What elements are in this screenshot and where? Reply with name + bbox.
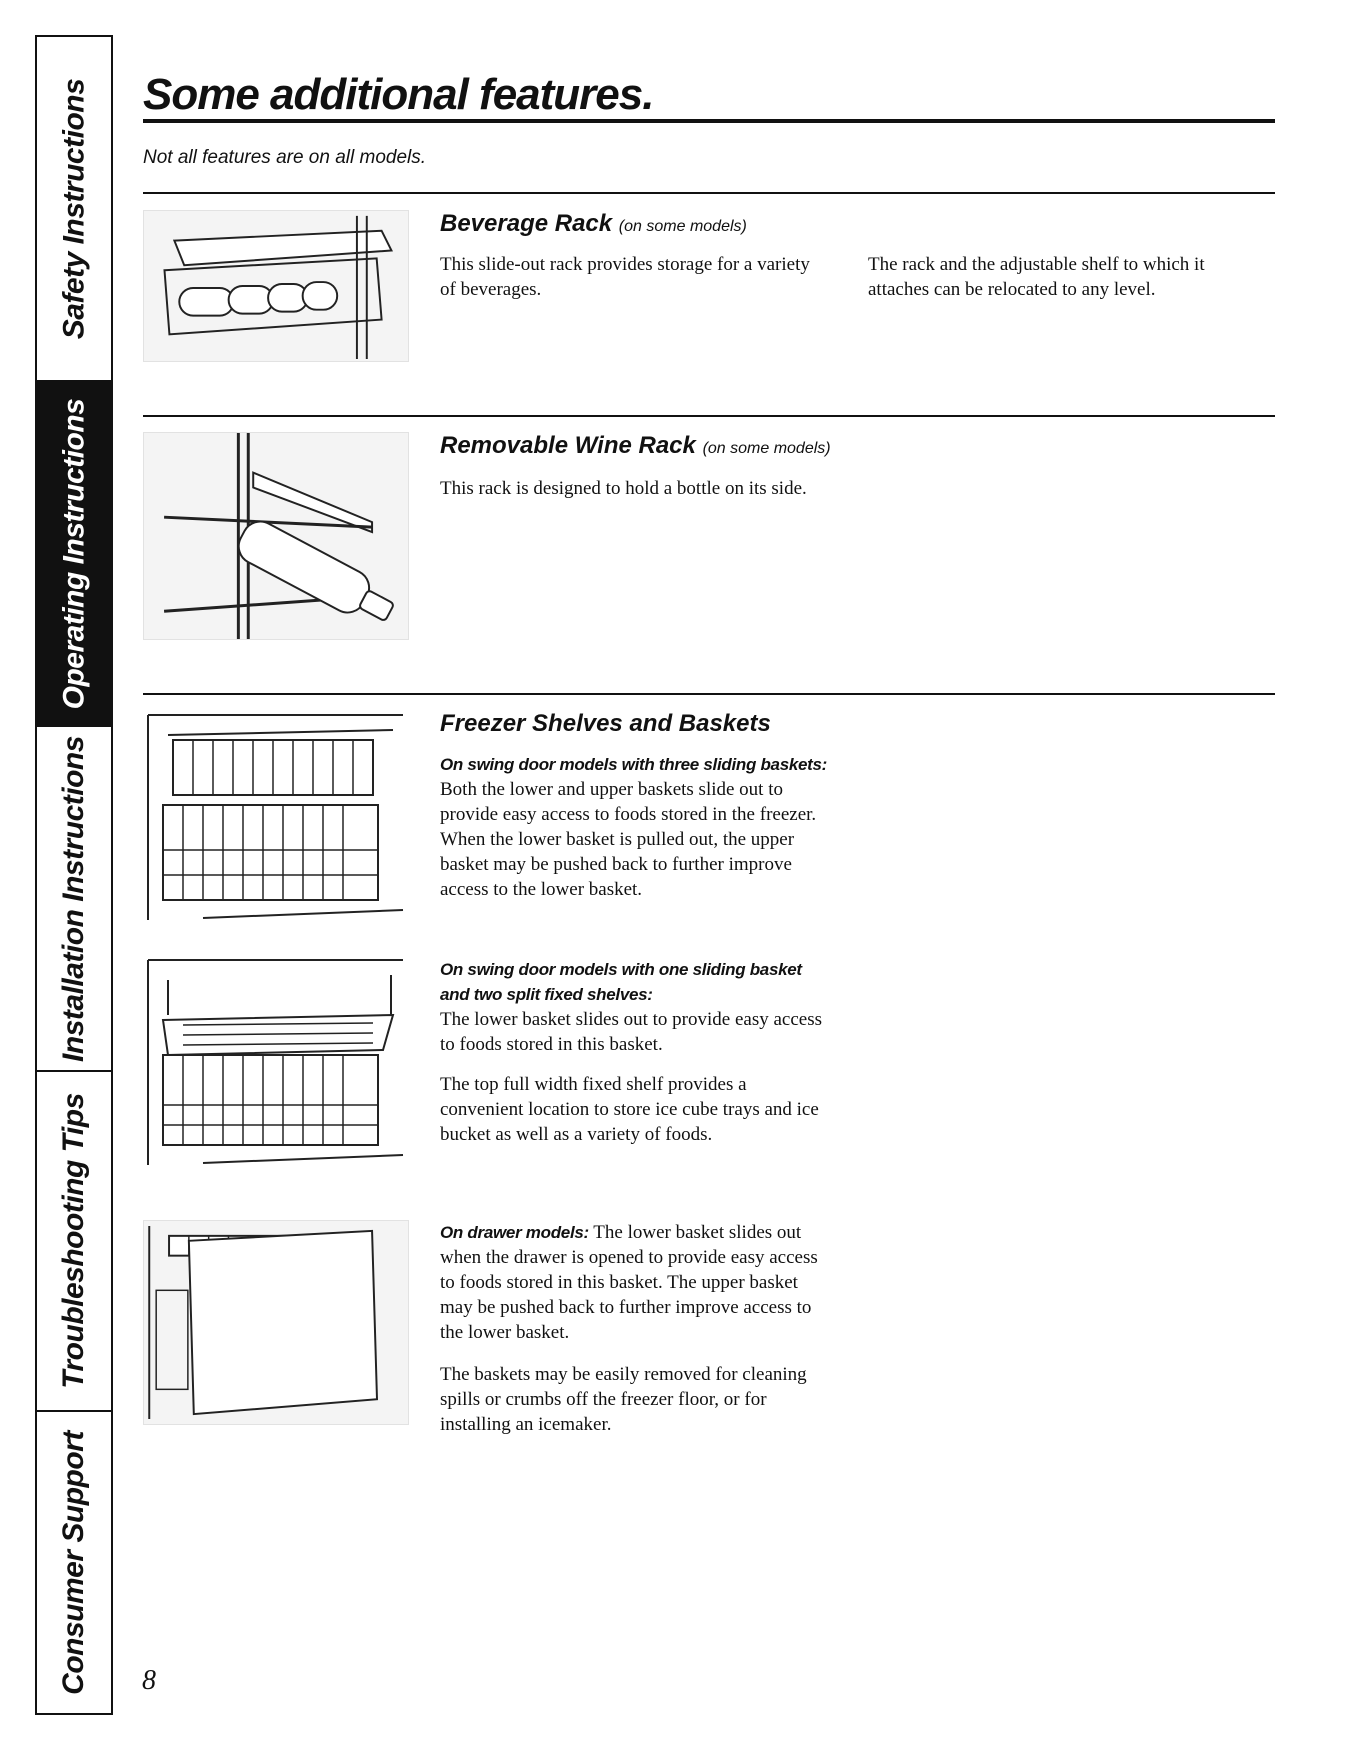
fixed-shelf-text: The top full width fixed shelf provides a convenient location to store ice cube trays and ice bucket as well as a variety of foods.: [440, 1074, 819, 1145]
baskets-removal-text: The baskets may be easily removed for cleaning spills or crumbs off the freezer floor, or for installing an icemaker.: [440, 1364, 807, 1435]
three-basket-freezer-illustration: [143, 710, 409, 925]
section-divider: [143, 693, 1275, 695]
beverage-rack-text: This slide-out rack provides storage for a variety of beverages.: [440, 254, 810, 300]
wine-rack-heading: Removable Wine Rack (on some models): [440, 432, 831, 459]
page-title: Some additional features.: [143, 70, 654, 119]
beverage-rack-relocation-text: The rack and the adjustable shelf to which it attaches can be relocated to any level.: [868, 254, 1205, 300]
side-tabs: [35, 35, 113, 1715]
freezer-heading: Freezer Shelves and Baskets: [440, 710, 771, 737]
wine-rack-illustration: [143, 432, 409, 640]
title-rule: [143, 119, 1275, 123]
drawer-model-illustration: [143, 1220, 409, 1425]
three-basket-lead: On swing door models with three sliding baskets:: [440, 755, 828, 774]
tab-consumer-support[interactable]: Consumer Support: [57, 1430, 91, 1695]
one-basket-two-shelves-illustration: [143, 955, 409, 1170]
one-basket-lead: On swing door models with one sliding basket and two split fixed shelves:: [440, 960, 802, 1004]
tab-safety-instructions[interactable]: Safety Instructions: [37, 37, 111, 382]
three-basket-text: On swing door models with three sliding baskets: Both the lower and upper baskets slide out to provide easy access to foods stored in the freezer. When the lower basket is pulled out, the upper basket may be pushed back to further improve access to the lower basket.: [440, 755, 828, 900]
page-number: 8: [142, 1665, 156, 1696]
tab-troubleshooting-tips[interactable]: Troubleshooting Tips: [37, 1072, 111, 1412]
drawer-model-text: On drawer models: The lower basket slides out when the drawer is opened to provide easy access to foods stored in this basket. The upper basket may be pushed back to further improve access to the lower basket.: [440, 1222, 818, 1343]
tab-operating-instructions[interactable]: Operating Instructions: [37, 382, 111, 727]
section-divider: [143, 415, 1275, 417]
one-basket-text: On swing door models with one sliding basket and two split fixed shelves: The lower basket slides out to provide easy access to foods stored in this basket.: [440, 960, 822, 1055]
drawer-model-lead: On drawer models:: [440, 1223, 589, 1242]
beverage-rack-heading: Beverage Rack (on some models): [440, 210, 747, 237]
beverage-rack-illustration: [143, 210, 409, 362]
tab-installation-instructions[interactable]: Installation Instructions: [37, 727, 111, 1072]
section-divider: [143, 192, 1275, 194]
wine-rack-text: This rack is designed to hold a bottle on its side.: [440, 478, 807, 499]
page-subtitle: Not all features are on all models.: [143, 147, 427, 168]
